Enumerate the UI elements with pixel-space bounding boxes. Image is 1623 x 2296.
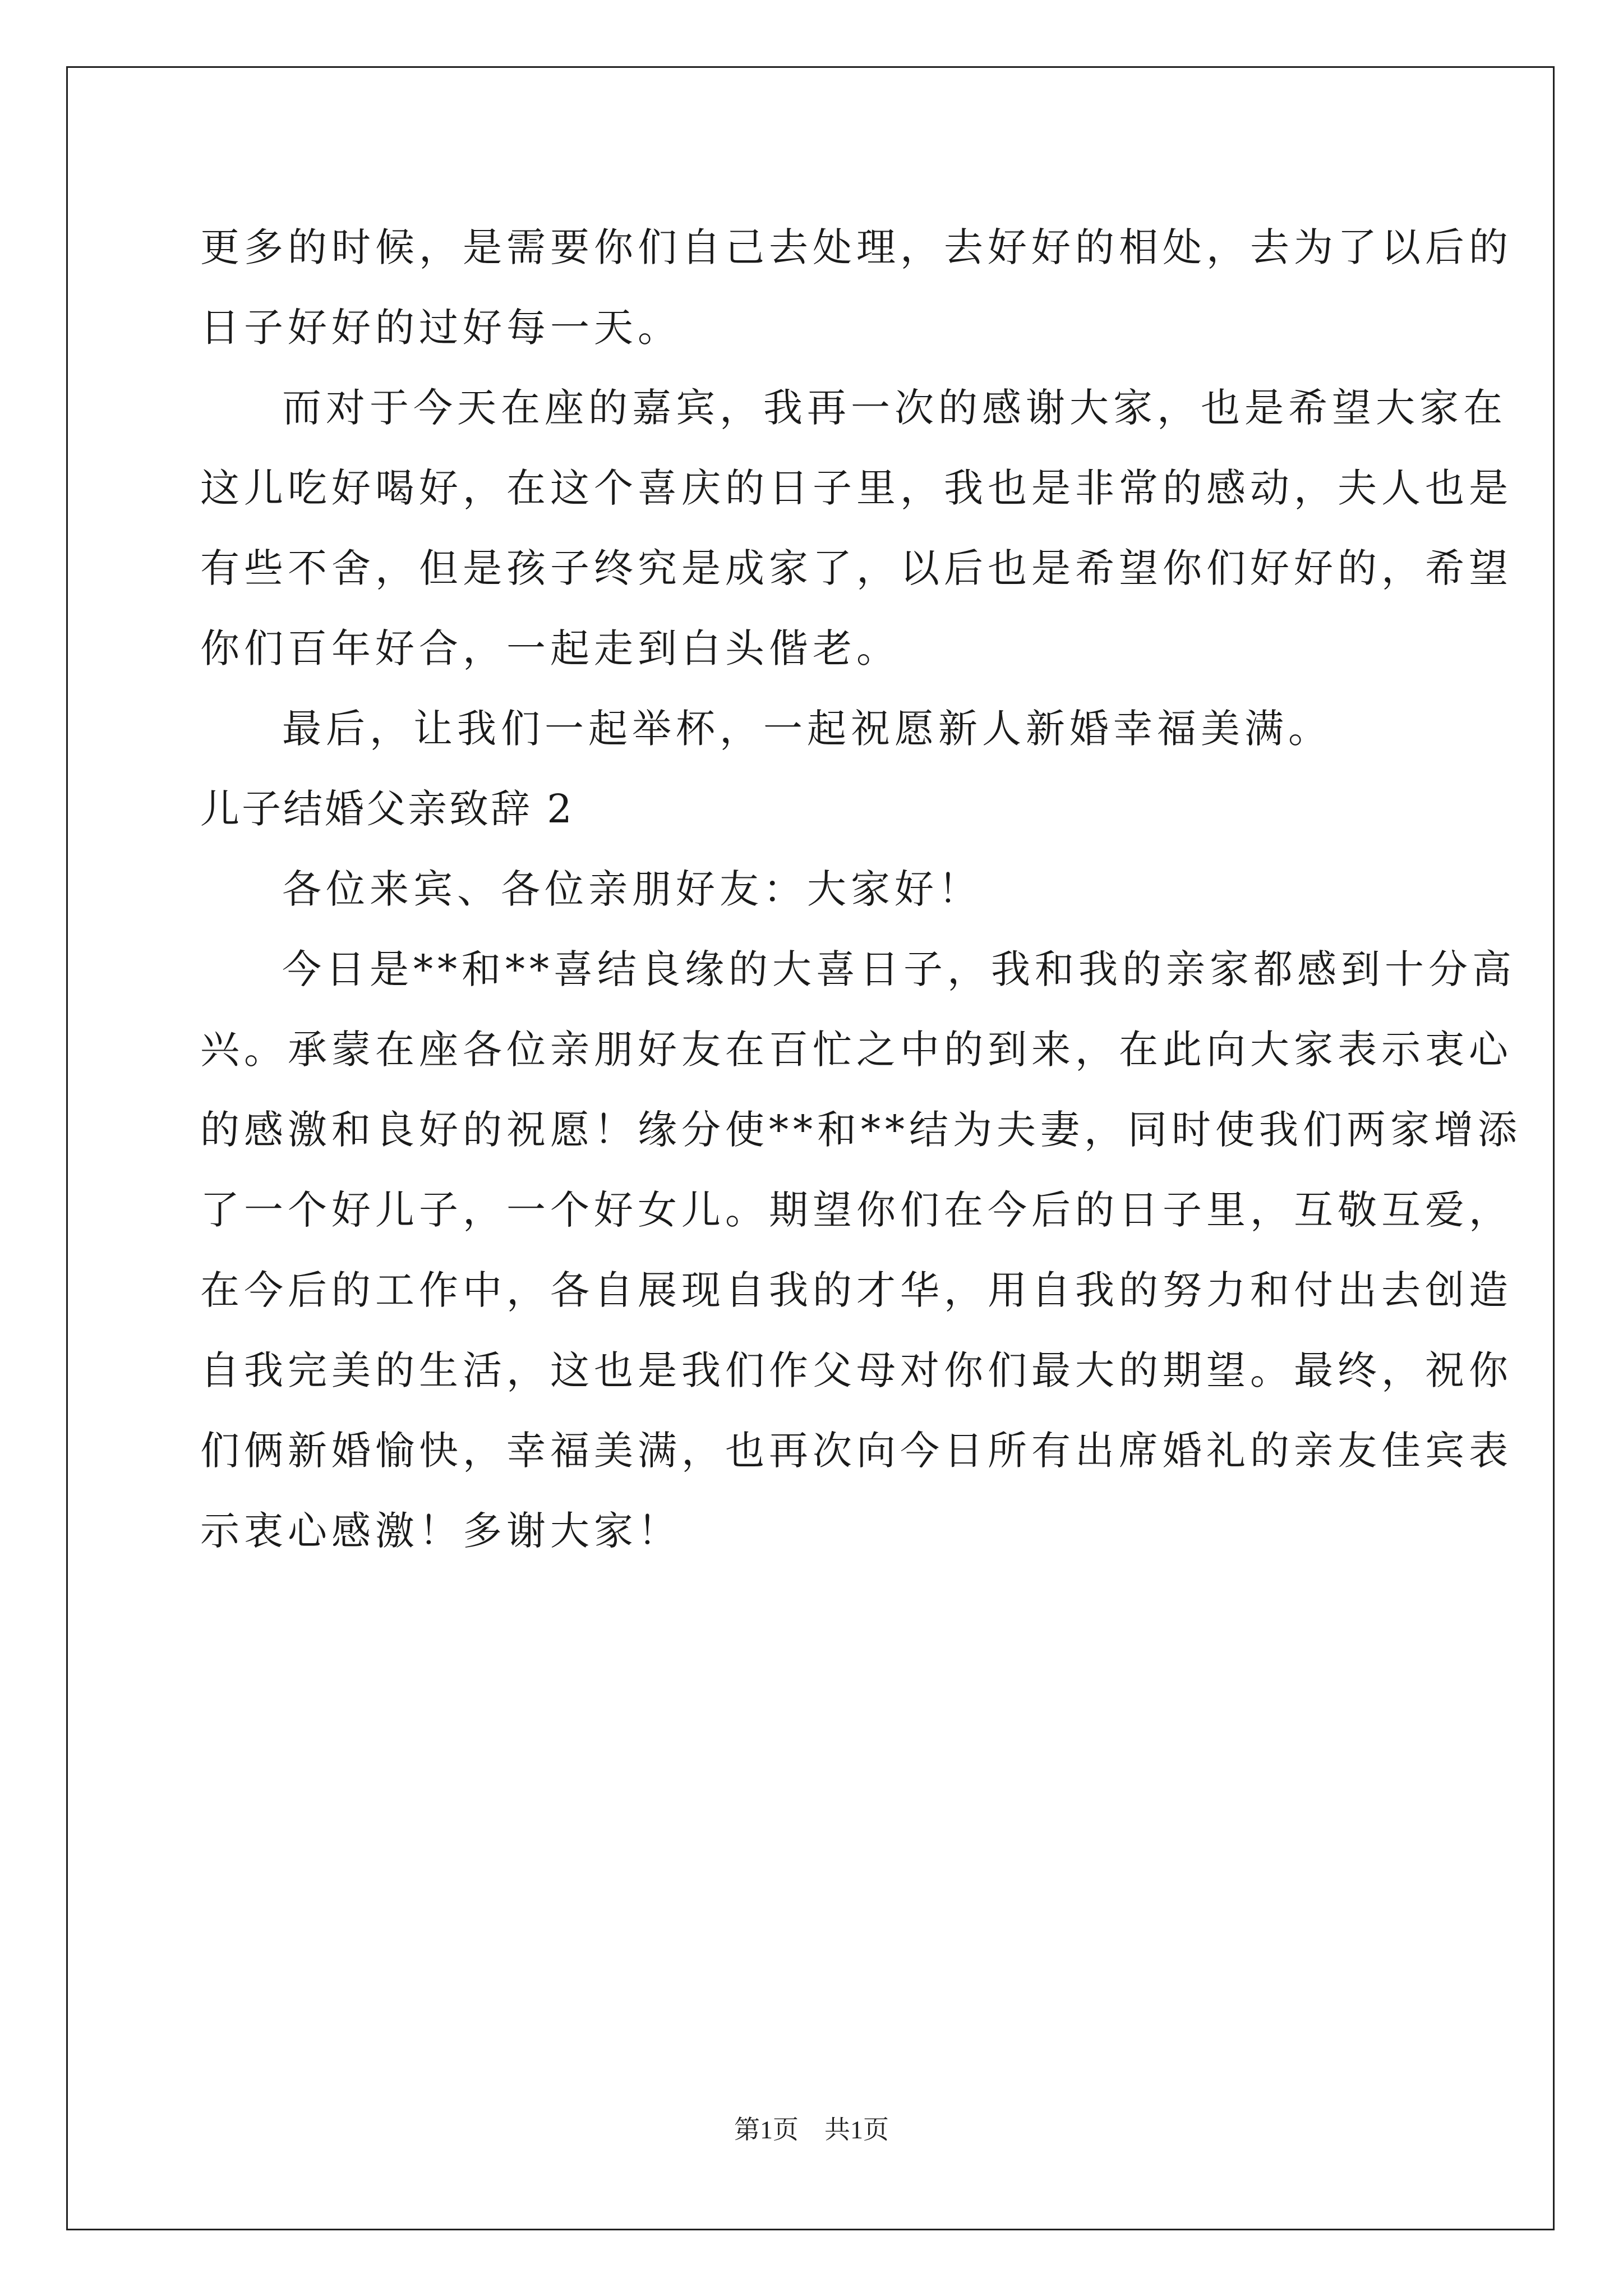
paragraph-start: 各位来宾、各位亲朋好友：大家好！ <box>282 866 982 912</box>
text-line: 自我完美的生活，这也是我们作父母对你们最大的期望。最终，祝你 <box>200 1347 1513 1393</box>
paragraph-start: 而对于今天在座的嘉宾，我再一次的感谢大家，也是希望大家在 <box>282 385 1507 431</box>
paragraph-start: 最后，让我们一起举杯，一起祝愿新人新婚幸福美满。 <box>282 706 1332 752</box>
text-line: 这儿吃好喝好，在这个喜庆的日子里，我也是非常的感动，夫人也是 <box>200 465 1513 511</box>
text-line: 你们百年好合，一起走到白头偕老。 <box>200 625 900 671</box>
text-line: 们俩新婚愉快，幸福美满，也再次向今日所有出席婚礼的亲友佳宾表 <box>200 1428 1513 1474</box>
paragraph-start: 今日是**和**喜结良缘的大喜日子，我和我的亲家都感到十分高 <box>282 946 1516 992</box>
text-line: 日子好好的过好每一天。 <box>200 305 681 351</box>
text-line: 的感激和良好的祝愿！缘分使**和**结为夫妻，同时使我们两家增添 <box>200 1107 1521 1153</box>
text-line: 有些不舍，但是孩子终究是成家了，以后也是希望你们好好的，希望 <box>200 545 1513 591</box>
page-total: 共1页 <box>824 2115 889 2144</box>
text-line: 了一个好儿子，一个好女儿。期望你们在今后的日子里，互敬互爱， <box>200 1187 1513 1233</box>
text-line: 示衷心感激！多谢大家！ <box>200 1508 681 1554</box>
section-heading: 儿子结婚父亲致辞 2 <box>200 786 574 832</box>
text-line: 更多的时候，是需要你们自己去处理，去好好的相处，去为了以后的 <box>200 224 1513 270</box>
page-footer <box>0 2109 1623 2146</box>
text-line: 在今后的工作中，各自展现自我的才华，用自我的努力和付出去创造 <box>200 1267 1513 1313</box>
page-number: 第1页 <box>734 2115 799 2144</box>
text-line: 兴。承蒙在座各位亲朋好友在百忙之中的到来，在此向大家表示衷心 <box>200 1027 1513 1073</box>
document-body <box>200 208 1521 1571</box>
